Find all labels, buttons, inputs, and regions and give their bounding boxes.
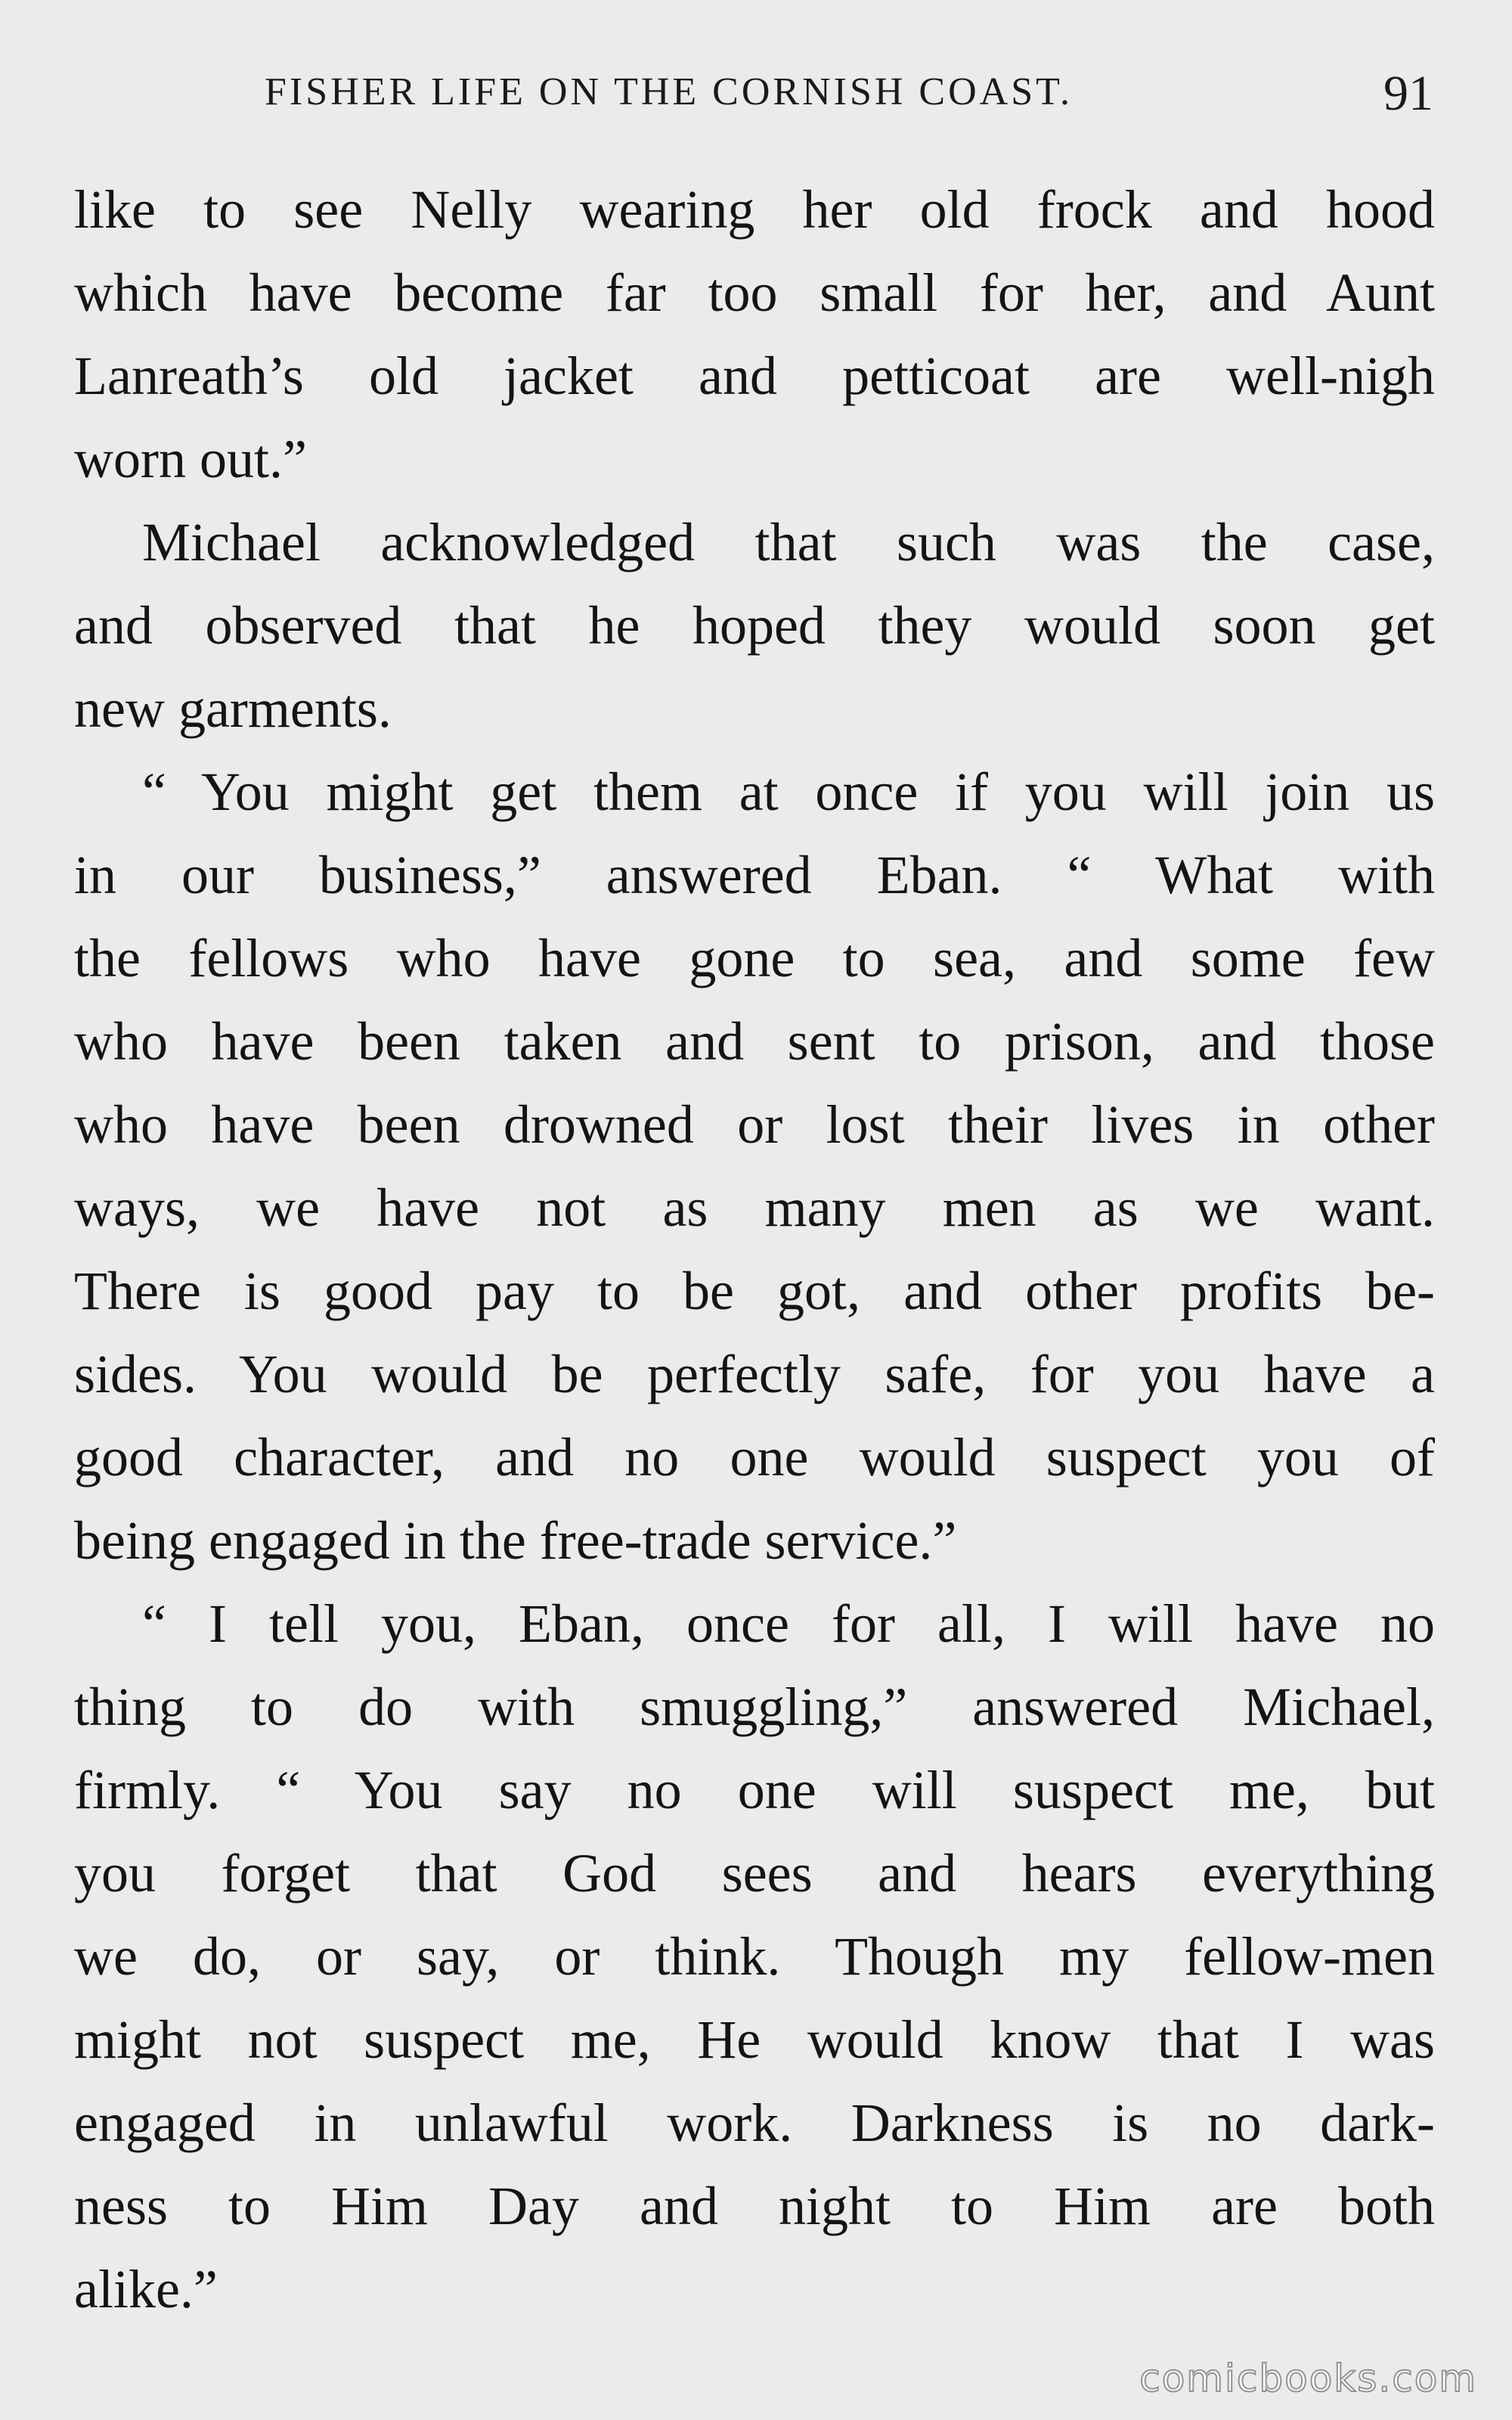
text-line: “ I tell you, Eban, once for all, I will have no xyxy=(142,1593,1435,1654)
text-line: who have been drowned or lost their lives in other xyxy=(74,1094,1435,1155)
page-number: 91 xyxy=(1383,66,1433,121)
text-line: worn out.” xyxy=(74,429,307,489)
text-line: which have become far too small for her, and Aunt xyxy=(74,262,1435,323)
text-line: engaged in unlawful work. Darkness is no dark- xyxy=(74,2093,1435,2153)
text-line: Michael acknowledged that such was the case, xyxy=(142,512,1435,572)
text-line: Lanreath’s old jacket and petticoat are well-nigh xyxy=(74,346,1435,406)
text-line: ness to Him Day and night to Him are both xyxy=(74,2176,1435,2236)
text-line: we do, or say, or think. Though my fellow-men xyxy=(74,1926,1435,1987)
body-text xyxy=(74,168,1435,2331)
text-line: in our business,” answered Eban. “ What with xyxy=(74,845,1435,905)
text-line: firmly. “ You say no one will suspect me, but xyxy=(74,1760,1435,1820)
text-line: ways, we have not as many men as we want. xyxy=(74,1177,1435,1238)
text-line: who have been taken and sent to prison, and those xyxy=(74,1011,1435,1072)
running-title: FISHER LIFE ON THE CORNISH COAST. xyxy=(265,70,1074,113)
text-line: There is good pay to be got, and other profits be- xyxy=(74,1261,1435,1321)
text-line: and observed that he hoped they would soon get xyxy=(74,595,1435,656)
text-line: the fellows who have gone to sea, and some few xyxy=(74,928,1435,988)
watermark-logo: comicbooks.com xyxy=(1139,2356,1477,2400)
text-line: “ You might get them at once if you will join us xyxy=(142,762,1435,822)
text-line: might not suspect me, He would know that I was xyxy=(74,2009,1435,2070)
text-line: sides. You would be perfectly safe, for you have a xyxy=(74,1344,1435,1404)
text-line: good character, and no one would suspect you of xyxy=(74,1427,1435,1488)
text-line: new garments. xyxy=(74,678,392,739)
text-line: thing to do with smuggling,” answered Michael, xyxy=(74,1677,1435,1737)
text-line: you forget that God sees and hears everything xyxy=(74,1843,1435,1903)
text-line: being engaged in the free-trade service.” xyxy=(74,1510,957,1571)
text-line: like to see Nelly wearing her old frock and hood xyxy=(74,179,1435,240)
text-line: alike.” xyxy=(74,2259,218,2319)
